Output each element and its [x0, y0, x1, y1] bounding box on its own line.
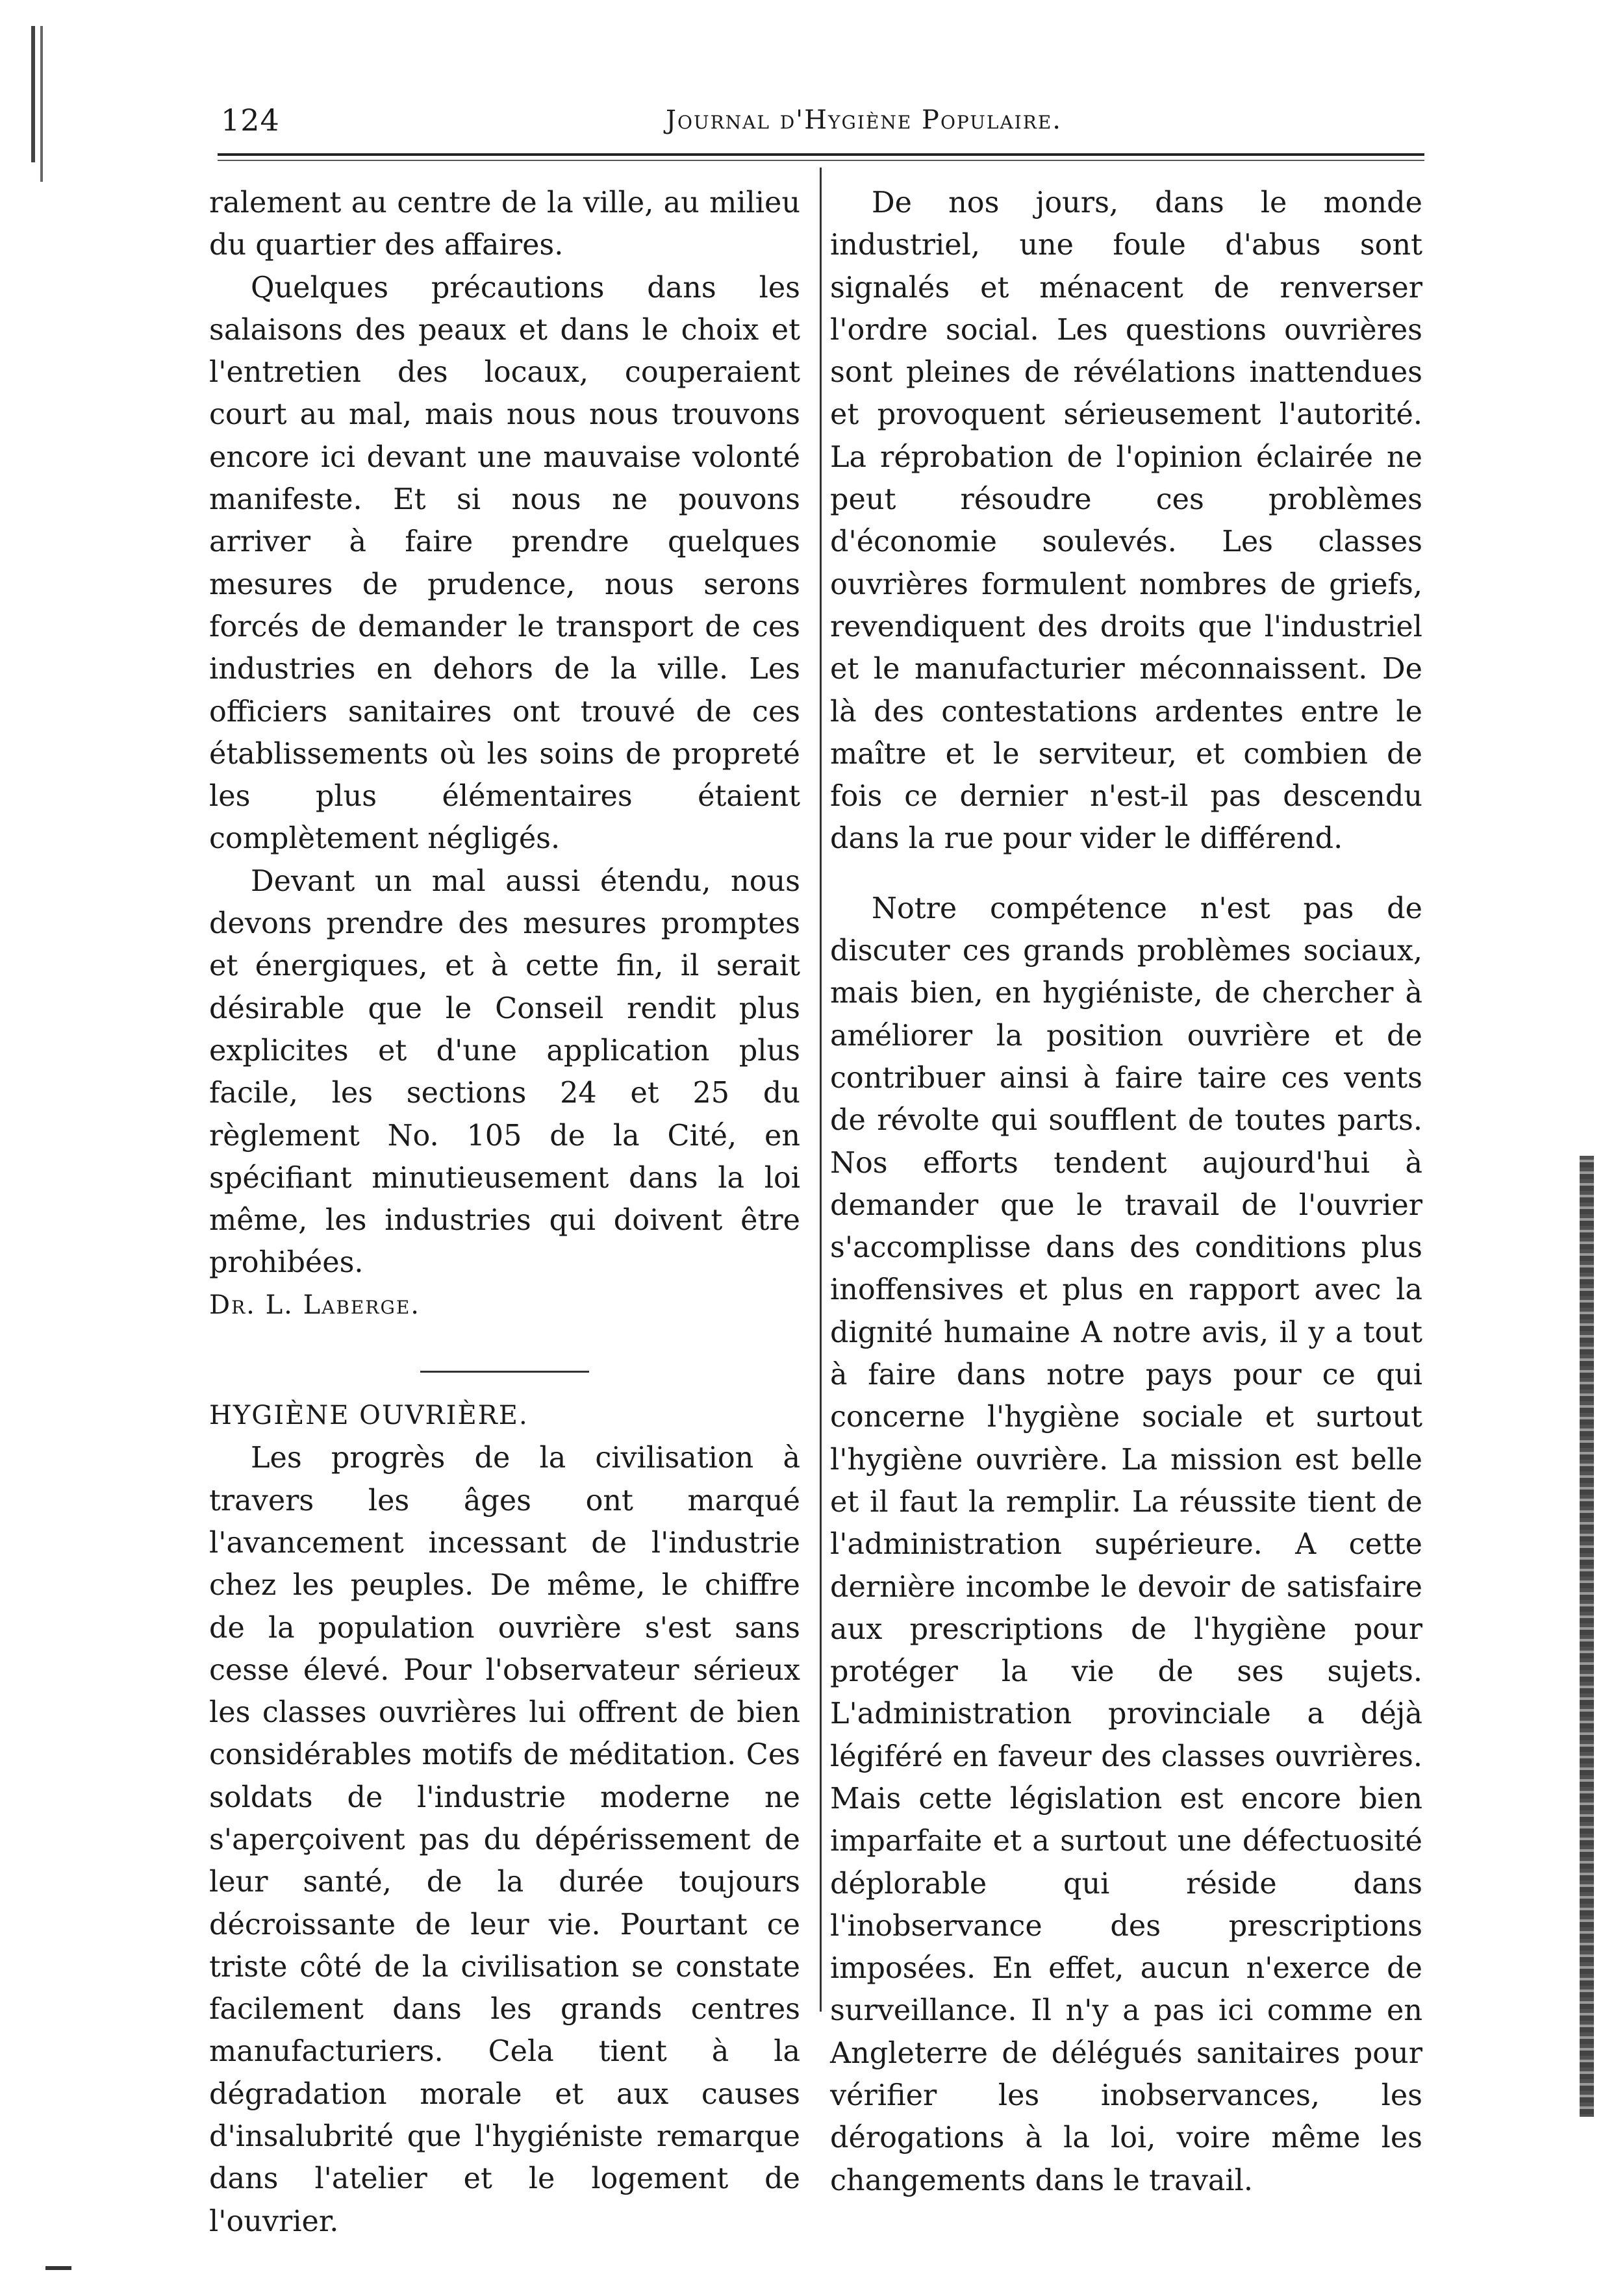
scan-edge-mark [40, 26, 43, 182]
section-divider [420, 1371, 589, 1373]
paragraph: Notre compétence n'est pas de discuter ces grands problèmes sociaux, mais bien, en hygiéniste, de chercher à améliorer la position ouvrière et de contribuer ainsi à faire taire ces vents de révolte qui soufflent de toutes parts. Nos efforts tendent aujourd'hui à demander que le travail de l'ouvrier s'accomplisse dans des conditions plus inoffensives et plus en rapport avec la dignité humaine A notre avis, il y a tout à faire dans notre pays pour ce qui concerne l'hygiène sociale et surtout l'hygiène ouvrière. La mission est belle et il faut la remplir. La réussite tient de l'administration supérieure. A cette dernière incombe le devoir de satisfaire aux prescriptions de l'hygiène pour protéger la vie de ses sujets. L'administration provinciale a déjà légiféré en faveur des classes ouvrières. Mais cette législation est encore bien imparfaite et a surtout une défectuosité déplorable qui réside dans l'inobservance des prescriptions imposées. En effet, aucun n'exerce de surveillance. Il n'y a pas ici comme en Angleterre de délégués sanitaires pour vérifier les inobservances, les dérogations à la loi, voire même les changements dans le travail. [830, 892, 1422, 2197]
scan-edge-mark [31, 26, 35, 162]
column-divider [820, 168, 822, 2012]
running-title: Journal d'Hygiène Populaire. [666, 105, 1062, 135]
page-header [221, 103, 1429, 155]
header-rule-thin [218, 160, 1424, 161]
paragraph: Quelques précautions dans les salaisons des peaux et dans le choix et l'entretien des locaux, couperaient court au mal, mais nous nous trouvons encore ici devant une mauvaise volonté manifeste. Et si nous ne pouvons arriver à faire prendre quelques mesures de prudence, nous serons forcés de demander le transport de ces industries en dehors de la ville. Les officiers sanitaires ont trouvé de ces établissements où les soins de propreté les plus élémentaires étaient complètement négligés. [209, 271, 800, 856]
left-column [209, 182, 800, 2243]
author-signature: Dr. L. Laberge. [209, 1290, 420, 1320]
paragraph: Les progrès de la civilisation à travers les âges ont marqué l'avancement incessant de l'industrie chez les peuples. De même, le chiffre de la population ouvrière s'est sans cesse élevé. Pour l'observateur sérieux les classes ouvrières lui offrent de bien considérables motifs de méditation. Ces soldats de l'industrie moderne ne s'aperçoivent pas du dépérissement de leur santé, de la durée toujours décroissante de leur vie. Pourtant ce triste côté de la civilisation se constate facilement dans les grands centres manufacturiers. Cela tient à la dégradation morale et aux causes d'insalubrité que l'hygiéniste remarque dans l'atelier et le logement de l'ouvrier. [209, 1441, 800, 2238]
right-column [830, 182, 1422, 2202]
scan-edge-mark [1580, 1156, 1594, 2117]
paragraph: Devant un mal aussi étendu, nous devons prendre des mesures promptes et énergiques, et à cette fin, il serait désirable que le Conseil rendit plus explicites et d'une application plus facile, les sections 24 et 25 du règlement No. 105 de la Cité, en spécifiant minutieusement dans la loi même, les industries qui doivent être prohibées. [209, 864, 800, 1280]
page-number: 124 [221, 103, 280, 138]
paragraph: De nos jours, dans le monde industriel, une foule d'abus sont signalés et ménacent de renverser l'ordre social. Les questions ouvrières sont pleines de révélations inattendues et provoquent sérieusement l'autorité. La réprobation de l'opinion éclairée ne peut résoudre ces problèmes d'économie soulevés. Les classes ouvrières formulent nombres de griefs, revendiquent des droits que l'industriel et le manufacturier méconnaissent. De là des contestations ardentes entre le maître et le serviteur, et combien de fois ce dernier n'est-il pas descendu dans la rue pour vider le différend. [830, 186, 1422, 856]
header-rule [218, 153, 1424, 156]
paragraph-gap [830, 860, 1422, 888]
section-heading: HYGIÈNE OUVRIÈRE. [209, 1401, 529, 1431]
paragraph: ralement au centre de la ville, au milieu du quartier des affaires. [209, 186, 800, 262]
scan-edge-mark [45, 2266, 71, 2270]
